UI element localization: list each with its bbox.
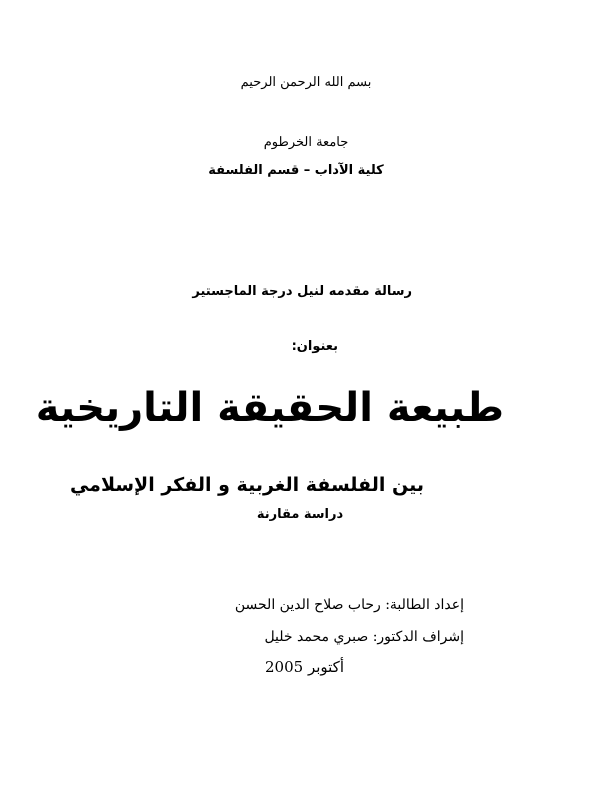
supervised-by: إشراف الدكتور: صبري محمد خليل: [264, 629, 464, 645]
thesis-title: طبيعة الحقيقة التاريخية: [35, 385, 504, 431]
university-name: جامعة الخرطوم: [263, 135, 349, 150]
basmala: بسم الله الرحمن الرحيم: [240, 75, 372, 90]
prepared-by: إعداد الطالبة: رحاب صلاح الدين الحسن: [234, 597, 464, 613]
submission-date: أكتوبر 2005: [265, 658, 344, 676]
thesis-subtitle: بين الفلسفة الغربية و الفكر الإسلامي: [69, 474, 424, 496]
study-type: دراسة مقارنة: [256, 507, 344, 522]
thesis-degree-note: رسالة مقدمه لنيل درجة الماجستير: [192, 284, 412, 299]
title-label: بعنوان:: [291, 339, 338, 354]
faculty-department: كلية الآداب – قسم الفلسفة: [208, 163, 384, 178]
